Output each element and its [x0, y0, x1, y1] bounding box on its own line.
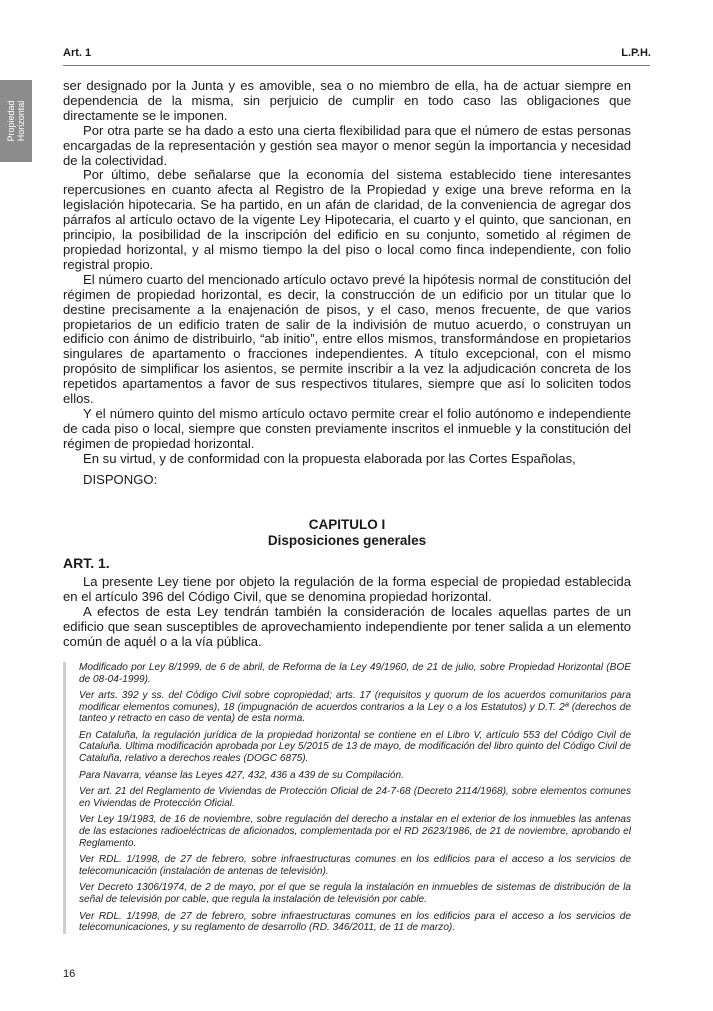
body-paragraph: ser designado por la Junta y es amovible, sea o no miembro de ella, ha de actuar siempre en dependencia de la misma, sin perjuicio de cumplir en todo caso las obligaciones que directamente se le imponen. — [63, 78, 631, 123]
chapter-subtitle: Disposiciones generales — [267, 533, 427, 549]
page-body — [63, 79, 631, 939]
annotation-note: Ver arts. 392 y ss. del Código Civil sobre copropiedad; arts. 17 (requisitos y quorum de los acuerdos comunitarios para modificar elementos comunes), 18 (impugnación de acuerdos contrarios a la Ley o a los Estatutos) y D.T. 2ª (derechos de tanteo y retracto en caso de venta) de esta norma. — [79, 690, 631, 725]
body-paragraph: Y el número quinto del mismo artículo octavo permite crear el folio autónomo e independiente de cada piso o local, siempre que consten previamente inscritos el inmueble y la constitución del régimen de propiedad horizontal. — [63, 405, 631, 451]
annotation-note: Ver RDL. 1/1998, de 27 de febrero, sobre infraestructuras comunes en los edificios para el acceso a los servicios de telecomunicación (instalación de antenas de televisión). — [79, 854, 631, 877]
running-header-article: Art. 1 — [63, 47, 92, 59]
annotation-note: Ver Decreto 1306/1974, de 2 de mayo, por el que se regula la instalación en inmuebles de sistemas de distribución de la señal de televisión por cable, que regula la instalación de televisión por cable. — [79, 882, 631, 905]
body-paragraph: Por otra parte se ha dado a esto una cierta flexibilidad para que el número de estas personas encargadas de la representación y gestión sea mayor o menor según la importancia y necesidad de la colectividad. — [63, 122, 631, 168]
body-paragraph: Por último, debe señalarse que la economía del sistema establecido tiene interesantes repercusiones en cuanto afecta al Registro de la Propiedad y exige una breve reforma en la legislación hipotecaria. Se ha partido, en un afán de claridad, de la conveniencia de agregar dos párrafos al artículo octavo de la vigente Ley Hipotecaria, el cuarto y el quinto, que sancionan, en principio, la posibilidad de la inscripción del edificio en su conjunto, sometido al régimen de propiedad horizontal, y al mismo tiempo la del piso o local como finca independiente, con folio registral propio. — [63, 167, 631, 272]
chapter-title: CAPITULO I — [308, 517, 386, 533]
dispongo-text: DISPONGO: — [83, 471, 158, 487]
section-tab — [0, 80, 32, 162]
annotation-note: Ver RDL. 1/1998, de 27 de febrero, sobre infraestructuras comunes en los edificios para el acceso a los servicios de telecomunicaciones, y su reglamento de desarrollo (RD. 346/2011, de 11 de marzo). — [79, 910, 631, 934]
annotation-note: Para Navarra, véanse las Leyes 427, 432, 436 a 439 de su Compilación. — [79, 769, 404, 781]
annotation-note: Ver Ley 19/1983, de 16 de noviembre, sobre regulación del derecho a instalar en el exterior de los inmuebles las antenas de las estaciones radioeléctricas de aficionados, complementada por el RD 2623/1986, de 21 de noviembre, aprobando el Reglamento. — [79, 814, 631, 849]
running-header-law: L.P.H. — [621, 47, 651, 59]
body-paragraph: El número cuarto del mencionado artículo octavo prevé la hipótesis normal de constitución del régimen de propiedad horizontal, es decir, la construcción de un edificio por un titular que lo destine precisamente a la enajenación de pisos, y el caso, menos frecuente, de que varios propietarios de un edificio traten de salir de la indivisión de mutuo acuerdo, o construyan un edificio con ánimo de distribuirlo, “ab initio”, entre ellos mismos, transformándose en propietarios singulares de apartamento o fracciones independientes. A título excepcional, con el mismo propósito de simplificar los asientos, se permite inscribir a la vez la adjudicación concreta de los repetidos apartamentos a favor de sus respectivos titulares, siempre que así lo soliciten todos ellos. — [63, 271, 631, 407]
header-divider — [63, 65, 650, 66]
article-paragraph: A efectos de esta Ley tendrán también la consideración de locales aquellas partes de un edificio que sean susceptibles de aprovechamiento independiente por tener salida a un elemento común de aquél o a la vía pública. — [63, 604, 631, 649]
section-tab-line-1: Propiedad — [6, 100, 16, 142]
article-heading: ART. 1. — [63, 555, 110, 572]
annotations-block — [63, 662, 631, 934]
page-number: 16 — [63, 968, 76, 980]
annotation-note: En Cataluña, la regulación jurídica de la propiedad horizontal se contiene en el Libro V, artículo 553 del Código Civil de Cataluña. Ultima modificación aprobada por Ley 5/2015 de 13 de mayo, de modificación del libro quinto del Código Civil de Cataluña, relativo a derechos reales (DOGC 6875). — [79, 729, 631, 765]
section-tab-label — [6, 82, 26, 160]
article-paragraph: La presente Ley tiene por objeto la regulación de la forma especial de propiedad establecida en el artículo 396 del Código Civil, que se denomina propiedad horizontal. — [63, 574, 631, 605]
annotation-note: Ver art. 21 del Reglamento de Viviendas de Protección Oficial de 24-7-68 (Decreto 2114/1968), sobre elementos comunes en Viviendas de Protección Oficial. — [79, 786, 631, 809]
section-tab-line-2: Horizontal — [16, 100, 26, 142]
annotation-note: Modificado por Ley 8/1999, de 6 de abril, de Reforma de la Ley 49/1960, de 21 de julio, sobre Propiedad Horizontal (BOE de 08-04-1999). — [79, 661, 631, 685]
body-paragraph: En su virtud, y de conformidad con la propuesta elaborada por las Cortes Españolas, — [83, 450, 576, 466]
